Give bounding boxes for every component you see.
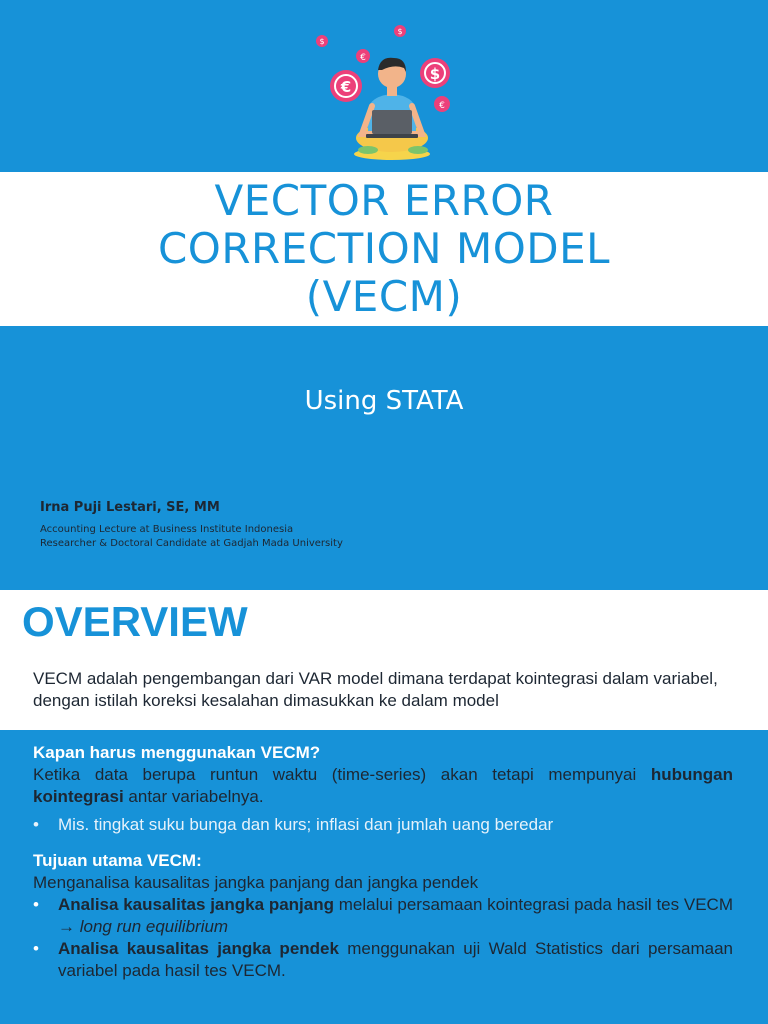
person-with-laptop-illustration <box>310 18 460 168</box>
bullet-dot: • <box>33 939 39 958</box>
intro-paragraph: VECM adalah pengembangan dari VAR model dimana terdapat kointegrasi dalam variabel, dengan istilah koreksi kesalahan dimasukkan ke dalam model <box>33 669 718 710</box>
content-box <box>0 730 768 1024</box>
slide-subtitle: Using STATA <box>304 386 464 416</box>
title-line: VECTOR ERROR <box>214 176 554 225</box>
when-text-bold: hubungan kointegrasi <box>33 765 733 806</box>
content-box-text <box>33 742 733 982</box>
coin-glyph: € <box>340 78 352 96</box>
title-line: (VECM) <box>305 272 463 321</box>
author-block <box>40 500 343 551</box>
goal-bullet-rest: melalui persamaan kointegrasi pada hasil tes VECM <box>334 895 733 914</box>
person-icon <box>354 58 430 160</box>
author-affiliation: Accounting Lecture at Business Institute Indonesia <box>40 524 294 535</box>
slide-title <box>158 177 610 321</box>
goal-bullet <box>33 894 733 938</box>
when-text-before: Ketika data berupa runtun waktu (time-series) akan tetapi mempunyai <box>33 765 651 784</box>
goal-bullet-bold: Analisa kausalitas jangka pendek <box>58 939 339 958</box>
coin-glyph: $ <box>429 65 441 83</box>
when-heading: Kapan harus menggunakan VECM? <box>33 743 321 762</box>
goal-bullet-bold: Analisa kausalitas jangka panjang <box>58 895 334 914</box>
title-band <box>0 172 768 326</box>
author-name: Irna Puji Lestari, SE, MM <box>40 500 220 515</box>
goal-bullet <box>33 938 733 982</box>
coin-glyph: € <box>439 101 445 111</box>
when-bullet-text: Mis. tingkat suku bunga dan kurs; inflasi dan jumlah uang beredar <box>58 815 554 834</box>
goal-heading: Tujuan utama VECM: <box>33 851 202 870</box>
overview-title: OVERVIEW <box>22 598 248 645</box>
author-affiliation: Researcher & Doctoral Candidate at Gadjah Mada University <box>40 538 343 549</box>
euro-coin-icon <box>330 70 362 102</box>
goal-bullet-rest: menggunakan uji Wald Statistics dari persamaan variabel pada hasil tes VECM. <box>58 939 733 980</box>
bullet-dot: • <box>33 895 39 914</box>
title-line: CORRECTION MODEL <box>157 224 611 273</box>
laptop-icon <box>366 110 418 138</box>
when-paragraph <box>33 764 733 808</box>
arrow-icon: → <box>58 917 75 936</box>
coin-glyph: € <box>360 53 366 63</box>
bullet-dot: • <box>33 815 39 834</box>
goal-bullet-italic: long run equilibrium <box>75 917 229 936</box>
dollar-coin-icon <box>394 25 406 37</box>
coin-glyph: $ <box>319 37 325 46</box>
goal-text: Menganalisa kausalitas jangka panjang dan jangka pendek <box>33 873 479 892</box>
euro-coin-icon <box>356 49 370 63</box>
overview-slide <box>0 590 768 1024</box>
dollar-coin-icon <box>420 58 450 88</box>
when-bullet <box>33 814 733 836</box>
euro-coin-icon <box>434 96 450 112</box>
when-text-after: antar variabelnya. <box>123 787 264 806</box>
coin-glyph: $ <box>397 27 403 36</box>
dollar-coin-icon <box>316 35 328 47</box>
